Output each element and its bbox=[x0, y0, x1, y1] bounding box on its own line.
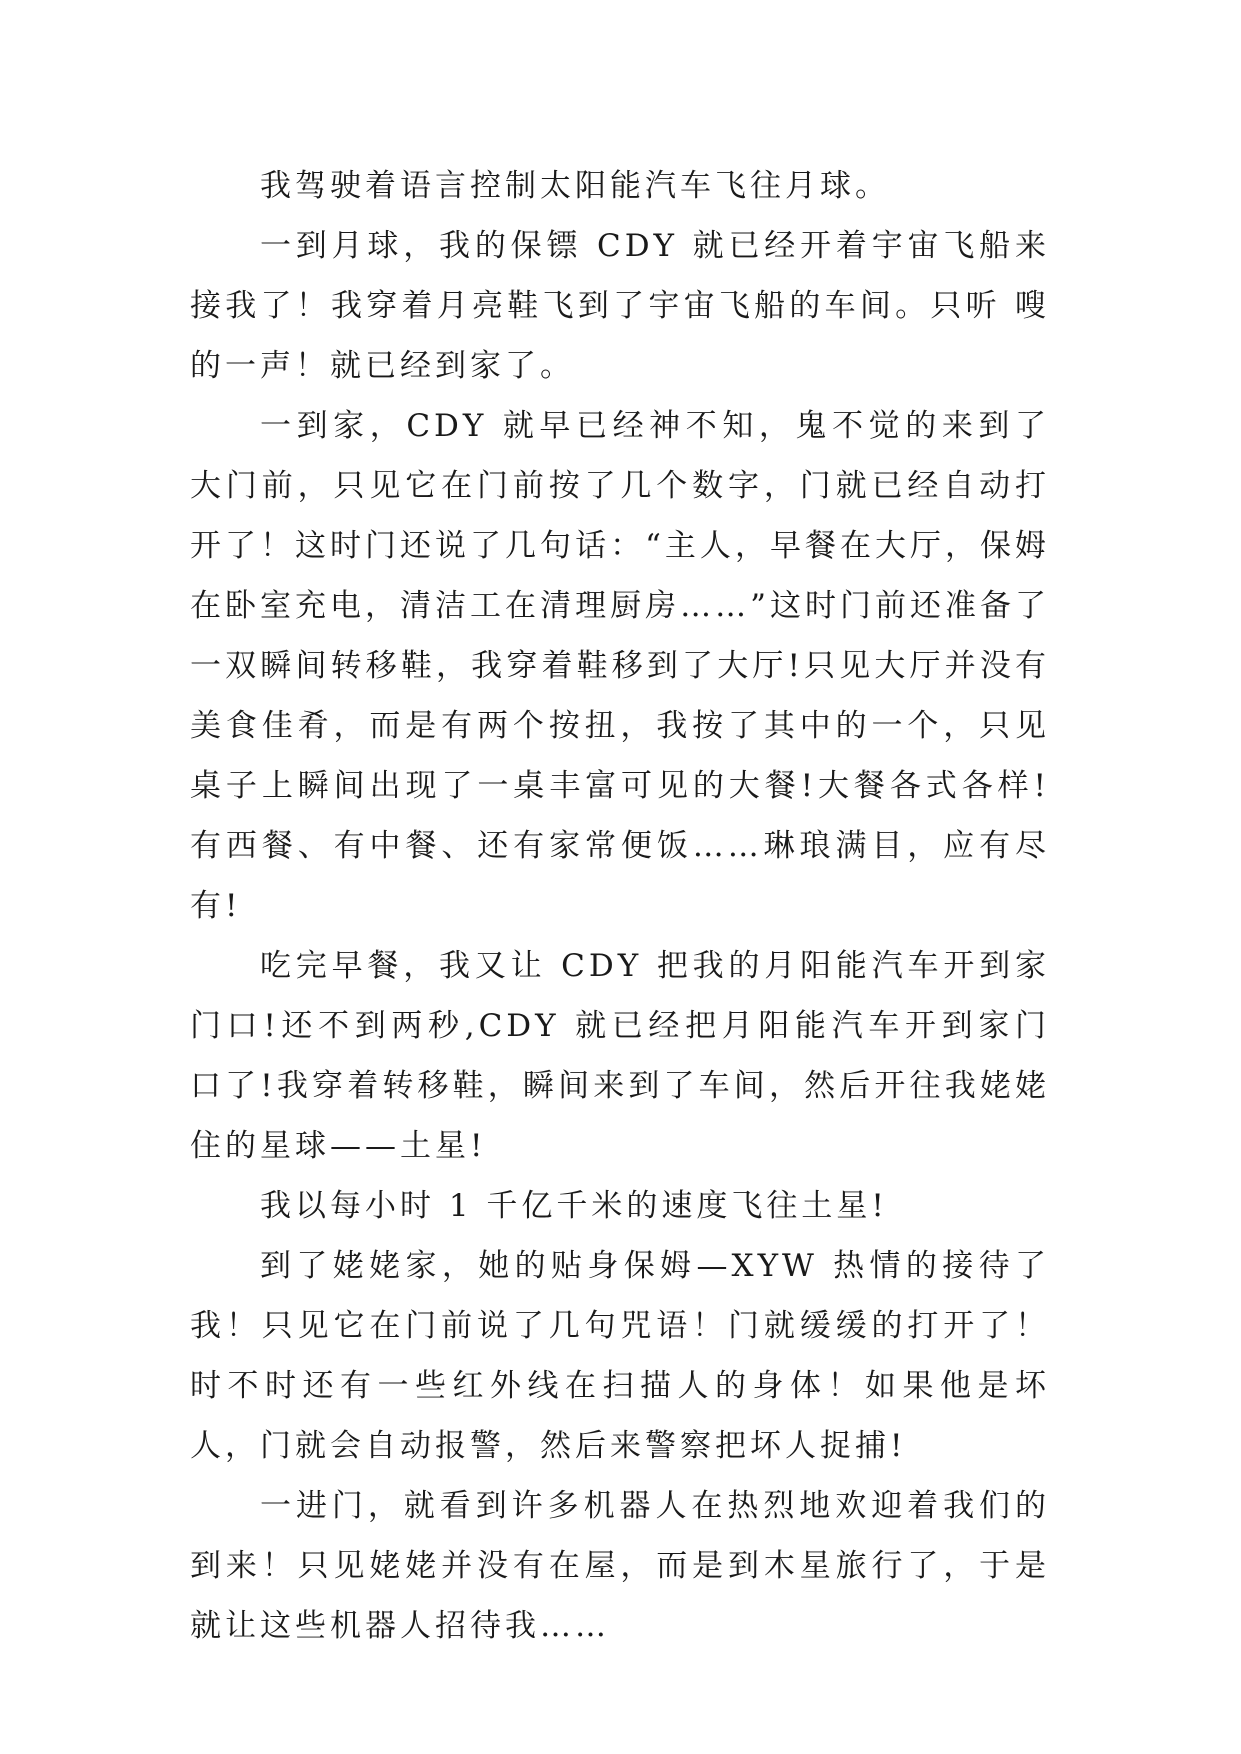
document-body bbox=[190, 156, 1050, 1656]
paragraph-3: 一到家，CDY 就早已经神不知，鬼不觉的来到了大门前，只见它在门前按了几个数字，门就已经自动打开了！这时门还说了几句话：“主人，早餐在大厅，保姆在卧室充电，清洁工在清理厨房……”这时门前还准备了一双瞬间转移鞋，我穿着鞋移到了大厅!只见大厅并没有美食佳肴，而是有两个按扭，我按了其中的一个，只见桌子上瞬间出现了一桌丰富可见的大餐!大餐各式各样!有西餐、有中餐、还有家常便饭……琳琅满目，应有尽有! bbox=[190, 408, 1050, 924]
paragraph-5: 我以每小时 1 千亿千米的速度飞往土星! bbox=[260, 1188, 888, 1224]
paragraph-1: 我驾驶着语言控制太阳能汽车飞往月球。 bbox=[260, 168, 890, 204]
paragraph-7: 一进门，就看到许多机器人在热烈地欢迎着我们的到来！只见姥姥并没有在屋，而是到木星旅行了，于是就让这些机器人招待我…… bbox=[190, 1488, 1050, 1644]
paragraph-4: 吃完早餐，我又让 CDY 把我的月阳能汽车开到家门口!还不到两秒,CDY 就已经把月阳能汽车开到家门口了!我穿着转移鞋，瞬间来到了车间，然后开往我姥姥住的星球——土星! bbox=[190, 948, 1050, 1164]
paragraph-6: 到了姥姥家，她的贴身保姆—XYW 热情的接待了我！只见它在门前说了几句咒语！门就缓缓的打开了！时不时还有一些红外线在扫描人的身体！如果他是坏人，门就会自动报警，然后来警察把坏人捉捕! bbox=[190, 1248, 1050, 1464]
paragraph-2: 一到月球，我的保镖 CDY 就已经开着宇宙飞船来接我了！我穿着月亮鞋飞到了宇宙飞船的车间。只听 嗖的一声！就已经到家了。 bbox=[190, 228, 1050, 384]
